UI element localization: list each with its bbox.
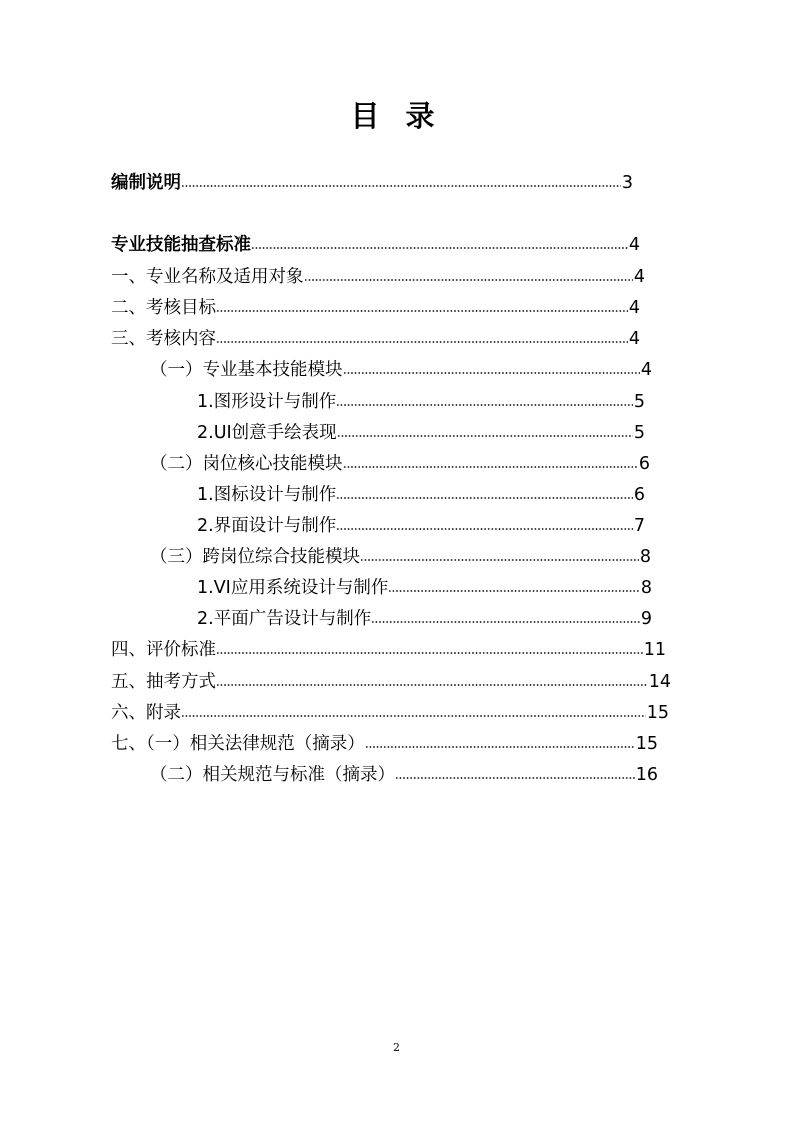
toc-entry-page: 14 xyxy=(648,672,671,692)
toc-entry-label: 1.图形设计与制作 xyxy=(197,392,337,412)
toc-leader-dots xyxy=(251,245,628,251)
toc-leader-dots xyxy=(343,464,638,470)
toc-entry[interactable] xyxy=(111,733,658,755)
toc-entry-page: 8 xyxy=(639,547,651,567)
toc-leader-dots xyxy=(343,370,640,376)
toc-entry[interactable] xyxy=(197,484,645,506)
toc-entry-page: 4 xyxy=(628,329,640,349)
toc-entry-label: 2.UI创意手绘表现 xyxy=(197,423,337,443)
toc-entry-page: 6 xyxy=(633,485,645,505)
toc-entry-label: （三）跨岗位综合技能模块 xyxy=(150,547,360,567)
toc-entry[interactable] xyxy=(111,671,671,693)
toc-entry-label: 1.VI应用系统设计与制作 xyxy=(197,578,389,598)
toc-entry-page: 9 xyxy=(640,609,652,629)
toc-entry-page: 11 xyxy=(643,640,666,660)
toc-entry-page: 3 xyxy=(621,173,633,193)
toc-entry[interactable] xyxy=(111,639,666,661)
toc-leader-dots xyxy=(371,619,640,625)
toc-entry-label: 三、考核内容 xyxy=(111,329,216,349)
toc-leader-dots xyxy=(336,495,633,501)
toc-leader-dots xyxy=(336,526,633,532)
toc-leader-dots xyxy=(336,402,633,408)
toc-entry[interactable] xyxy=(111,172,633,194)
toc-entry-page: 7 xyxy=(633,516,645,536)
toc-entry-page: 4 xyxy=(628,298,640,318)
toc-entry-page: 15 xyxy=(635,734,658,754)
toc-leader-dots xyxy=(216,682,648,688)
toc-leader-dots xyxy=(365,744,635,750)
toc-entry-label: （一）专业基本技能模块 xyxy=(150,360,343,380)
toc-entry-label: 2.界面设计与制作 xyxy=(197,516,337,536)
toc-entry[interactable] xyxy=(111,297,640,319)
toc-entry-page: 4 xyxy=(640,360,652,380)
toc-entry-label: 1.图标设计与制作 xyxy=(197,485,337,505)
toc-entry[interactable] xyxy=(150,453,650,475)
toc-entry-label: （二）相关规范与标准（摘录） xyxy=(150,765,395,785)
toc-entry[interactable] xyxy=(197,422,645,444)
toc-leader-dots xyxy=(216,339,628,345)
toc-leader-dots xyxy=(388,588,640,594)
toc-entry-label: 五、抽考方式 xyxy=(111,672,216,692)
toc-leader-dots xyxy=(360,557,639,563)
toc-entry[interactable] xyxy=(111,702,669,724)
toc-entry-label: 专业技能抽查标准 xyxy=(111,235,251,255)
toc-entry-page: 5 xyxy=(633,392,645,412)
toc-entry-page: 4 xyxy=(633,267,645,287)
toc-entry-label: 六、附录 xyxy=(111,703,181,723)
toc-leader-dots xyxy=(181,713,646,719)
toc-entry[interactable] xyxy=(197,608,652,630)
toc-leader-dots xyxy=(216,308,628,314)
toc-entry[interactable] xyxy=(111,328,640,350)
toc-leader-dots xyxy=(337,433,633,439)
toc-entry[interactable] xyxy=(150,764,658,786)
page-title: 目 录 xyxy=(350,99,443,133)
toc-entry[interactable] xyxy=(111,234,640,256)
toc-entry-label: （二）岗位核心技能模块 xyxy=(150,454,343,474)
page-number: 2 xyxy=(393,1041,400,1054)
toc-leader-dots xyxy=(181,183,621,189)
toc-entry[interactable] xyxy=(197,577,652,599)
toc-leader-dots xyxy=(395,775,635,781)
toc-entry[interactable] xyxy=(197,515,645,537)
toc-entry[interactable] xyxy=(197,391,645,413)
toc-entry-label: 2.平面广告设计与制作 xyxy=(197,609,372,629)
toc-leader-dots xyxy=(304,277,633,283)
toc-entry-label: 七、（一）相关法律规范（摘录） xyxy=(111,734,365,754)
toc-entry-page: 8 xyxy=(640,578,652,598)
toc-entry-label: 四、评价标准 xyxy=(111,640,216,660)
toc-entry-label: 一、专业名称及适用对象 xyxy=(111,267,304,287)
toc-entry[interactable] xyxy=(111,266,645,288)
toc-entry[interactable] xyxy=(150,546,651,568)
toc-entry-label: 二、考核目标 xyxy=(111,298,216,318)
toc-entry-page: 6 xyxy=(638,454,650,474)
toc-entry-page: 5 xyxy=(633,423,645,443)
toc-entry-label: 编制说明 xyxy=(111,173,181,193)
toc-entry-page: 16 xyxy=(635,765,658,785)
toc-entry[interactable] xyxy=(150,359,652,381)
toc-entry-page: 15 xyxy=(646,703,669,723)
toc-leader-dots xyxy=(216,650,643,656)
toc-entry-page: 4 xyxy=(628,235,640,255)
